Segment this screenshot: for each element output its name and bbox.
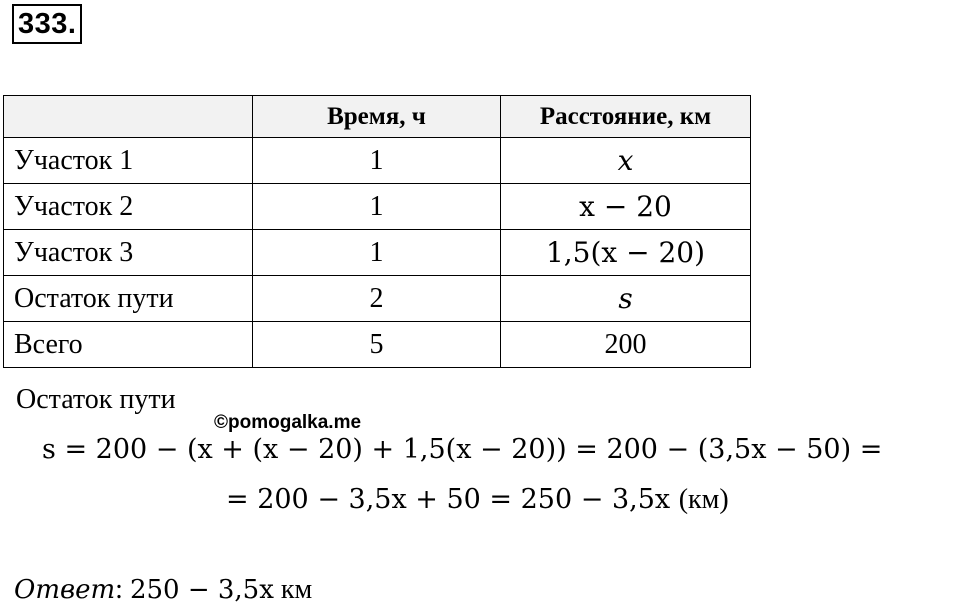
table-header-cell: Время, ч [253,96,501,138]
table-header-row [4,96,751,138]
table-row [4,230,751,276]
answer-colon: : [115,574,130,605]
distance-cell: x − 20 [501,184,751,230]
table-row [4,322,751,368]
equation-line-2-unit: (км) [678,484,729,515]
table-header-cell: Расстояние, км [501,96,751,138]
distance-cell: 1,5(x − 20) [501,230,751,276]
time-cell: 1 [253,184,501,230]
table-header-cell [4,96,253,138]
answer-unit: км [280,574,313,605]
problem-number: 333. [12,4,82,44]
equation-line-2-expression: = 200 − 3,5x + 50 = 250 − 3,5x [226,484,671,515]
time-cell: 1 [253,138,501,184]
row-label: Участок 1 [4,138,253,184]
row-label: Участок 3 [4,230,253,276]
distance-cell: 200 [501,322,751,368]
distance-cell: x [501,138,751,184]
time-cell: 1 [253,230,501,276]
row-label: Остаток пути [4,276,253,322]
answer-label: Ответ [14,575,116,605]
table-row [4,138,751,184]
answer-line [14,573,312,607]
answer-expression: 250 − 3,5x [129,575,274,605]
watermark: ©pomogalka.me [214,412,362,433]
equation-line-2 [226,480,729,520]
table-row [4,184,751,230]
remainder-label: Остаток пути [16,384,176,415]
equation-line-1: s = 200 − (x + (x − 20) + 1,5(x − 20)) = 200 − (3,5x − 50) = [42,434,883,465]
row-label: Всего [4,322,253,368]
time-cell: 5 [253,322,501,368]
table-row [4,276,751,322]
time-cell: 2 [253,276,501,322]
row-label: Участок 2 [4,184,253,230]
data-table [3,95,751,368]
distance-cell: s [501,276,751,322]
